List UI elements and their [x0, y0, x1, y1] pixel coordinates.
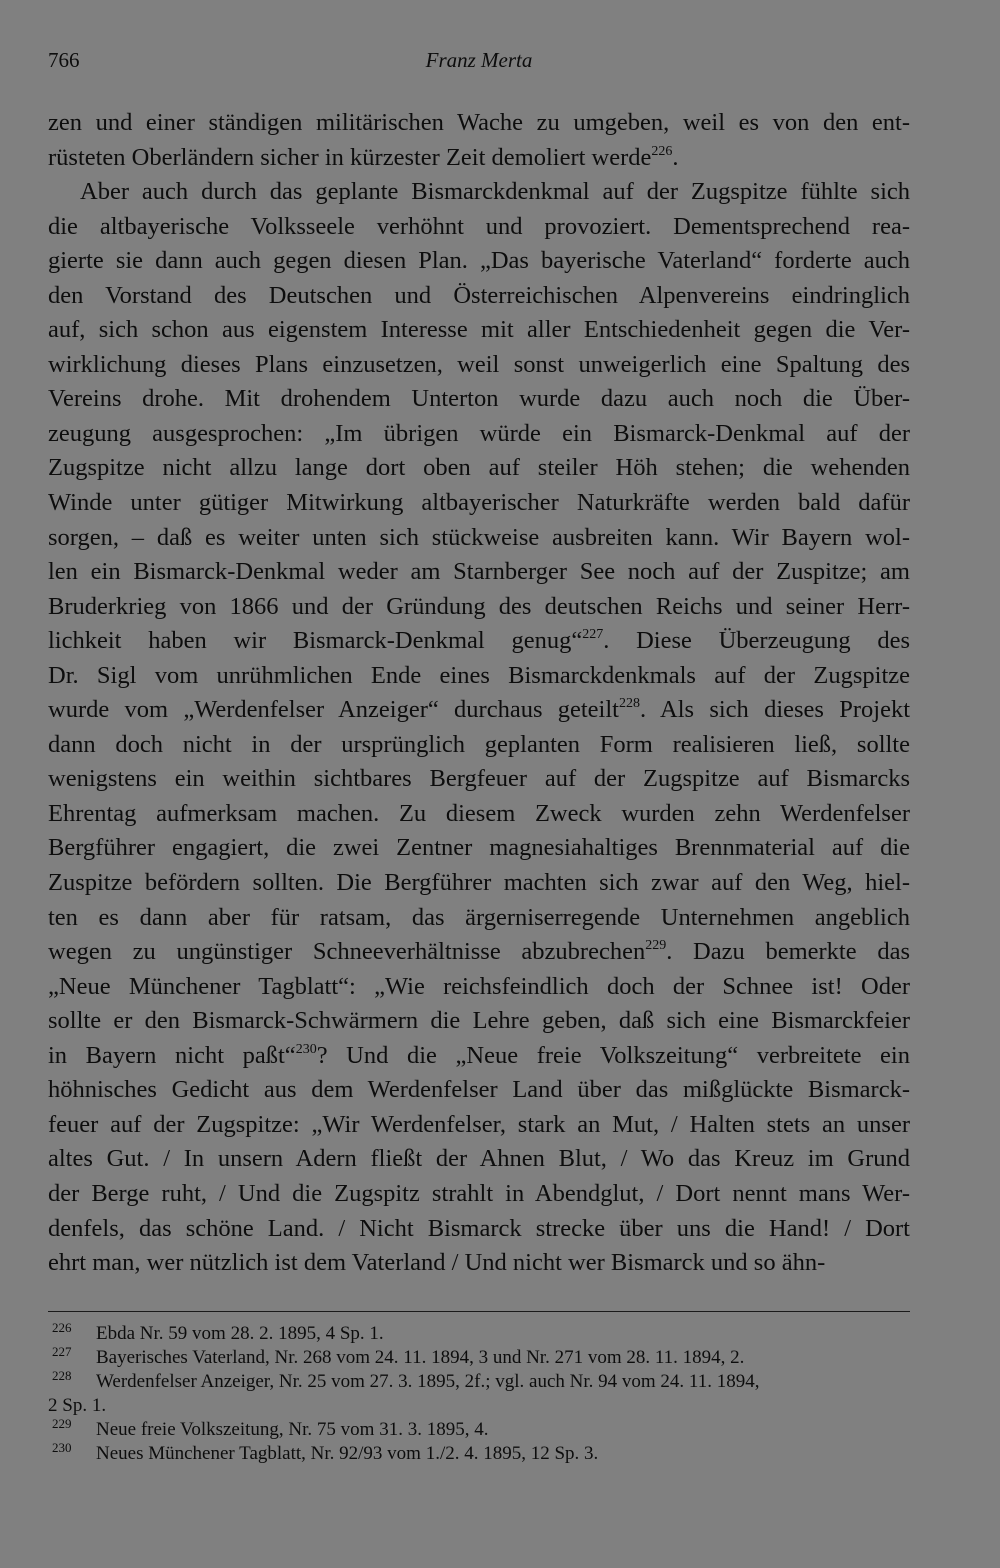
line-text: Aber auch durch das geplante Bismarckdenkmal auf der Zugspitze fühlte sich	[80, 178, 910, 206]
text-line	[48, 175, 910, 210]
footnote-text: Werdenfelser Anzeiger, Nr. 25 vom 27. 3. 1895, 2f.; vgl. auch Nr. 94 vom 24. 11. 1894,	[96, 1371, 760, 1392]
text-line	[48, 1177, 910, 1212]
line-text: gierte sie dann auch gegen diesen Plan. „Das bayerische Vaterland“ forderte auch	[48, 247, 910, 275]
footnote: 230 Neues Münchener Tagblatt, Nr. 92/93 vom 1./2. 4. 1895, 12 Sp. 3.	[52, 1440, 599, 1464]
line-text-tail: .	[672, 143, 679, 171]
line-text: dann doch nicht in der ursprünglich geplanten Form realisieren ließ, sollte	[48, 730, 910, 758]
line-text: Dr. Sigl vom unrühmlichen Ende eines Bismarckdenkmals auf der Zugspitze	[48, 661, 910, 689]
line-text: lichkeit haben wir Bismarck-Denkmal genug“	[48, 627, 583, 655]
page-header	[48, 44, 910, 76]
text-line	[48, 279, 910, 314]
line-text: altes Gut. / In unsern Adern fließt der Ahnen Blut, / Wo das Kreuz im Grund	[48, 1145, 910, 1173]
footnote-ref: 226	[651, 143, 673, 159]
footnote-text: Neues Münchener Tagblatt, Nr. 92/93 vom 1./2. 4. 1895, 12 Sp. 3.	[96, 1443, 599, 1464]
line-text: auf, sich schon aus eigenstem Interesse mit aller Entschiedenheit gegen die Ver-	[48, 316, 910, 344]
line-text: wenigstens ein weithin sichtbares Bergfeuer auf der Zugspitze auf Bismarcks	[48, 765, 910, 793]
text-line	[48, 210, 910, 245]
text-line	[48, 901, 910, 936]
line-text: Zuspitze befördern sollten. Die Bergführer machten sich zwar auf den Weg, hiel-	[48, 869, 910, 897]
line-text: Winde unter gütiger Mitwirkung altbayerischer Naturkräfte werden bald dafür	[48, 489, 910, 517]
text-line	[48, 486, 910, 521]
text-line	[48, 624, 910, 659]
footnote: 229 Neue freie Volkszeitung, Nr. 75 vom 31. 3. 1895, 4.	[52, 1416, 489, 1440]
line-text: sorgen, – daß es weiter unten sich stückweise ausbreiten kann. Wir Bayern wol-	[48, 523, 910, 551]
text-line	[48, 451, 910, 486]
line-text-tail: . Als sich dieses Projekt	[639, 696, 911, 724]
text-line	[48, 970, 910, 1005]
text-line	[48, 1142, 910, 1177]
footnotes	[48, 1322, 910, 1466]
line-text: Bruderkrieg von 1866 und der Gründung des deutschen Reichs und seiner Herr-	[48, 592, 910, 620]
text-line	[48, 831, 910, 866]
line-text-tail: . Dazu bemerkte das	[666, 938, 911, 966]
line-text: der Berge ruht, / Und die Zugspitz strahlt in Abendglut, / Dort nennt mans Wer-	[48, 1179, 910, 1207]
line-text: len ein Bismarck-Denkmal weder am Starnberger See noch auf der Zuspitze; am	[48, 558, 910, 586]
line-text: ehrt man, wer nützlich ist dem Vaterland / Und nicht wer Bismarck und so ähn-	[48, 1249, 826, 1277]
text-line	[48, 659, 910, 694]
text-line	[48, 521, 910, 556]
footnote: 226 Ebda Nr. 59 vom 28. 2. 1895, 4 Sp. 1.	[52, 1320, 384, 1344]
running-head: Franz Merta	[425, 48, 533, 72]
text-line	[48, 417, 910, 452]
line-text-tail: . Diese Überzeugung des	[603, 627, 910, 655]
line-text: denfels, das schöne Land. / Nicht Bismarck strecke über uns die Hand! / Dort	[48, 1214, 910, 1242]
text-line	[48, 1108, 910, 1143]
line-text: Ehrentag aufmerksam machen. Zu diesem Zweck wurden zehn Werdenfelser	[48, 799, 910, 827]
line-text-tail: ? Und die „Neue freie Volkszeitung“ verbreitete ein	[316, 1041, 910, 1069]
text-line	[48, 1004, 910, 1039]
line-text: in Bayern nicht paßt“	[48, 1041, 296, 1069]
line-text: rüsteten Oberländern sicher in kürzester Zeit demoliert werde	[48, 143, 652, 171]
line-text: die altbayerische Volksseele verhöhnt und provoziert. Dementsprechend rea-	[48, 212, 910, 240]
footnote-ref: 229	[645, 938, 667, 954]
text-line	[48, 728, 910, 763]
line-text: sollte er den Bismarck-Schwärmern die Lehre geben, daß sich eine Bismarckfeier	[48, 1007, 910, 1035]
page-number: 766	[48, 48, 80, 72]
text-line	[48, 762, 910, 797]
footnote-ref: 228	[618, 696, 640, 712]
text-line	[48, 106, 910, 141]
line-text: ten es dann aber für ratsam, das ärgerniserregende Unternehmen angeblich	[48, 903, 910, 931]
text-line	[48, 866, 910, 901]
line-text: wirklichung dieses Plans einzusetzen, weil sonst unweigerlich eine Spaltung des	[48, 350, 910, 378]
line-text: zeugung ausgesprochen: „Im übrigen würde ein Bismarck-Denkmal auf der	[48, 419, 910, 447]
text-line	[48, 1212, 910, 1247]
line-text: wegen zu ungünstiger Schneeverhältnisse abzubrechen	[48, 938, 646, 966]
text-line	[48, 1246, 910, 1281]
footnote: 227 Bayerisches Vaterland, Nr. 268 vom 24. 11. 1894, 3 und Nr. 271 vom 28. 11. 1894, 2.	[52, 1344, 745, 1368]
text-line	[48, 1073, 910, 1108]
text-line	[48, 1039, 910, 1074]
line-text: Zugspitze nicht allzu lange dort oben auf steiler Höh stehen; die wehenden	[48, 454, 910, 482]
footnote-text: Neue freie Volkszeitung, Nr. 75 vom 31. 3. 1895, 4.	[96, 1419, 489, 1440]
line-text: wurde vom „Werdenfelser Anzeiger“ durchaus geteilt	[48, 696, 619, 724]
footnote-text: Ebda Nr. 59 vom 28. 2. 1895, 4 Sp. 1.	[96, 1323, 384, 1344]
footnote: 228 Werdenfelser Anzeiger, Nr. 25 vom 27. 3. 1895, 2f.; vgl. auch Nr. 94 vom 24. 11. 1894,	[52, 1368, 760, 1392]
body-text	[48, 106, 910, 1281]
text-line	[48, 244, 910, 279]
line-text: feuer auf der Zugspitze: „Wir Werdenfelser, stark an Mut, / Halten stets an unser	[48, 1110, 910, 1138]
text-line	[48, 797, 910, 832]
text-line	[48, 348, 910, 383]
footnote-continuation: 2 Sp. 1.	[48, 1395, 107, 1416]
text-line	[48, 935, 910, 970]
text-line	[48, 141, 910, 176]
line-text: den Vorstand des Deutschen und Österreichischen Alpenvereins eindringlich	[48, 281, 910, 309]
text-line	[48, 313, 910, 348]
line-text: Vereins drohe. Mit drohendem Unterton wurde dazu auch noch die Über-	[48, 385, 910, 413]
line-text: „Neue Münchener Tagblatt“: „Wie reichsfeindlich doch der Schnee ist! Oder	[48, 972, 910, 1000]
text-line	[48, 555, 910, 590]
footnote-rule	[48, 1311, 910, 1312]
footnote-ref: 227	[582, 627, 604, 643]
line-text: zen und einer ständigen militärischen Wache zu umgeben, weil es von den ent-	[48, 109, 910, 136]
footnote-text: Bayerisches Vaterland, Nr. 268 vom 24. 11. 1894, 3 und Nr. 271 vom 28. 11. 1894, 2.	[96, 1347, 745, 1368]
footnote-ref: 230	[295, 1041, 317, 1057]
text-line	[48, 693, 910, 728]
text-line	[48, 382, 910, 417]
line-text: Bergführer engagiert, die zwei Zentner magnesiahaltiges Brennmaterial auf die	[48, 834, 910, 862]
line-text: höhnisches Gedicht aus dem Werdenfelser Land über das mißglückte Bismarck-	[48, 1076, 910, 1104]
text-line	[48, 590, 910, 625]
